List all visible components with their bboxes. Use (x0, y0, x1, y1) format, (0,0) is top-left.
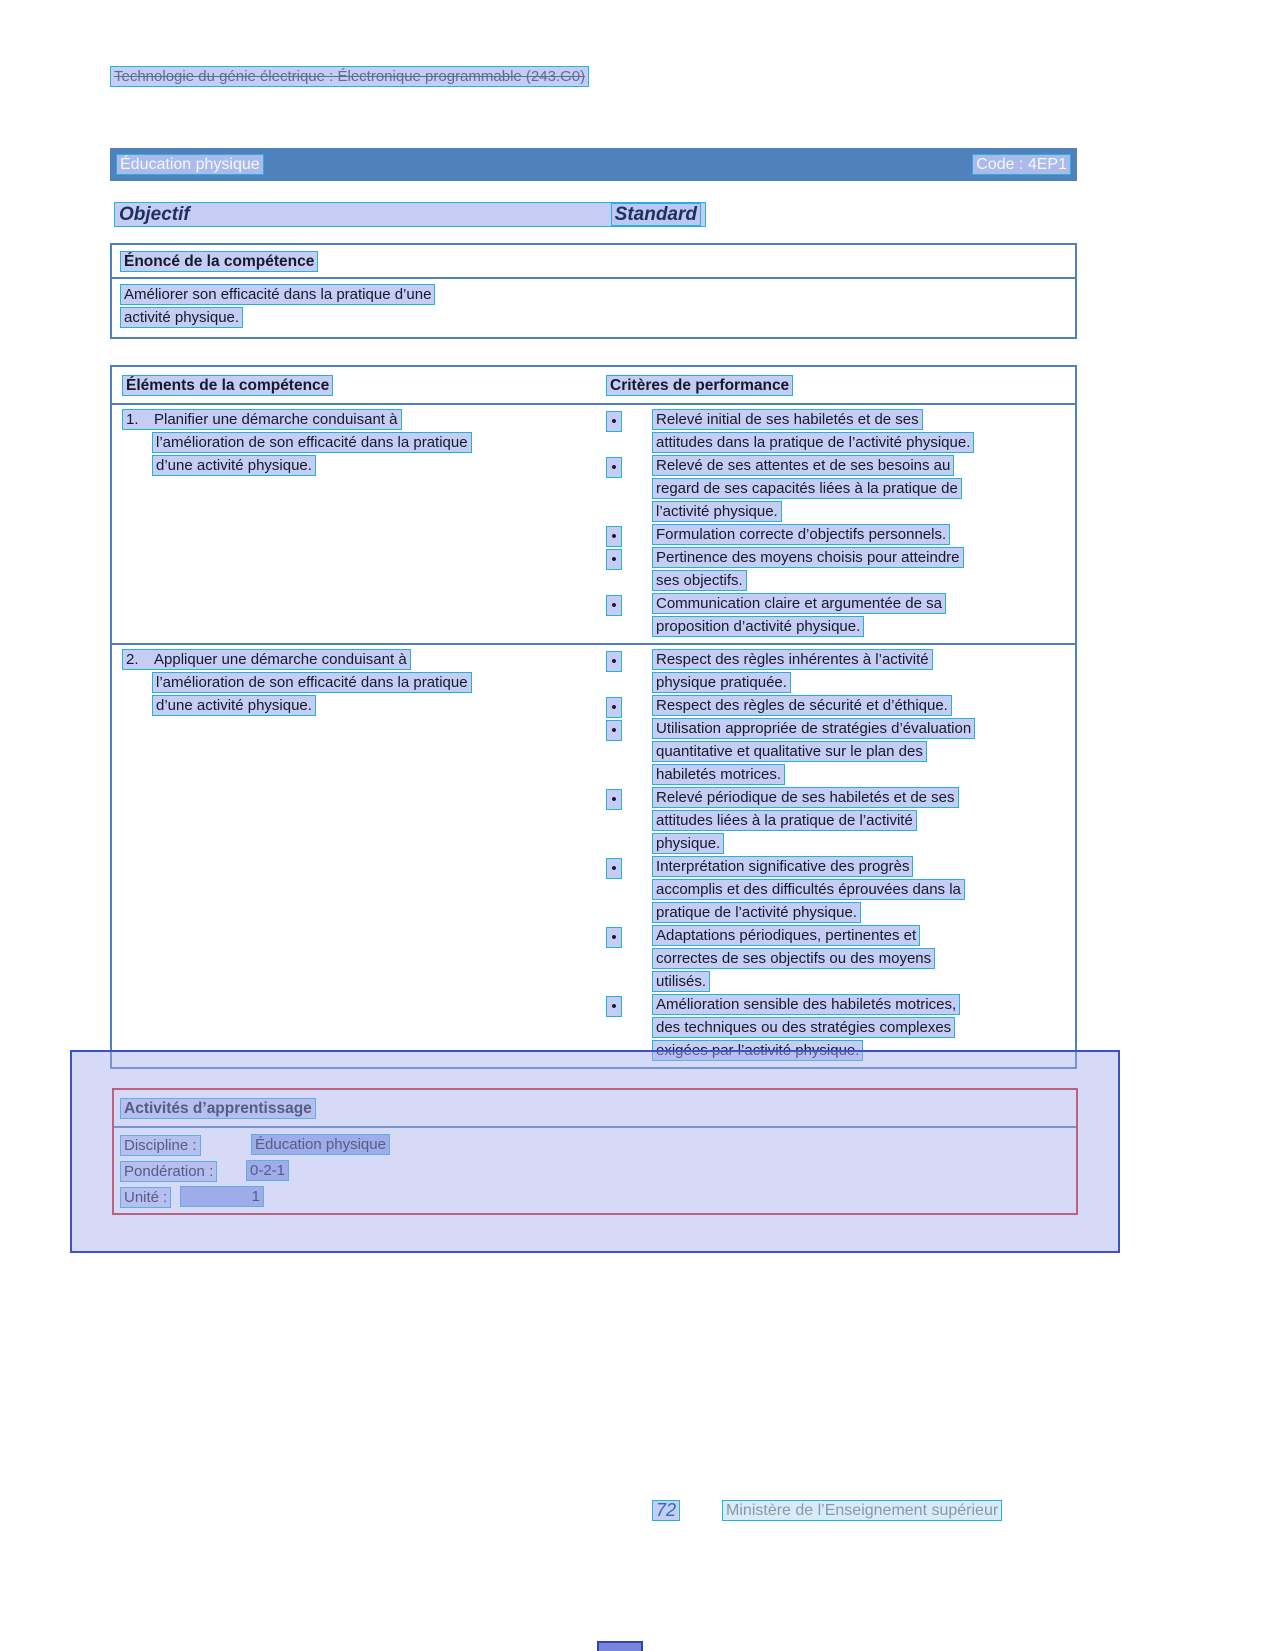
competence-statement-body (112, 279, 1075, 337)
criterion-line: Relevé de ses attentes et de ses besoins au (652, 455, 954, 476)
element-cell (112, 645, 592, 1067)
bullet-icon: • (606, 595, 622, 616)
criterion-line: correctes de ses objectifs ou des moyens (652, 948, 935, 969)
criterion-line: quantitative et qualitative sur le plan des (652, 741, 927, 762)
criteria-cell (592, 645, 1075, 1067)
ponderation-label: Pondération : (120, 1161, 217, 1182)
bullet-icon: • (606, 789, 622, 810)
criterion-item (606, 787, 1069, 856)
competence-statement-header (112, 245, 1075, 279)
criteria-cell (592, 405, 1075, 643)
element-number: 1. (126, 411, 139, 428)
activities-row-ponderation (120, 1158, 1076, 1184)
criterion-item (606, 994, 1069, 1063)
col2-header: Critères de performance (606, 375, 793, 396)
bullet-icon: • (606, 858, 622, 879)
criterion-line: utilisés. (652, 971, 710, 992)
criterion-line: l’activité physique. (652, 501, 782, 522)
element-text: Appliquer une démarche conduisant à (154, 651, 407, 668)
bullet-icon: • (606, 720, 622, 741)
table-row (112, 643, 1075, 1067)
criterion-line: Amélioration sensible des habiletés motrices, (652, 994, 960, 1015)
element-line: l’amélioration de son efficacité dans la pratique (152, 432, 472, 453)
criterion-item (606, 649, 1069, 695)
element-number: 2. (126, 651, 139, 668)
bullet-icon: • (606, 549, 622, 570)
running-header (110, 66, 589, 87)
bullet-icon: • (606, 697, 622, 718)
competence-statement-box (110, 243, 1077, 339)
criterion-line: Interprétation significative des progrès (652, 856, 913, 877)
page-footer (652, 1500, 1002, 1521)
element-line (122, 409, 402, 430)
criterion-line: physique. (652, 833, 724, 854)
criterion-line: regard de ses capacités liées à la pratique de (652, 478, 962, 499)
criterion-line: exigées par l’activité physique. (652, 1040, 863, 1061)
element-text: Planifier une démarche conduisant à (154, 411, 398, 428)
criterion-line: pratique de l’activité physique. (652, 902, 861, 923)
criterion-line: Respect des règles de sécurité et d’éthique. (652, 695, 952, 716)
banner-code: Code : 4EP1 (972, 154, 1071, 175)
criterion-line: Relevé périodique de ses habiletés et de ses (652, 787, 959, 808)
running-header-text: Technologie du génie électrique : Électronique programmable (243.G0) (110, 66, 589, 87)
bullet-icon: • (606, 526, 622, 547)
element-cell (112, 405, 592, 643)
criterion-line: Adaptations périodiques, pertinentes et (652, 925, 920, 946)
element-line: d’une activité physique. (152, 695, 316, 716)
statement-line: activité physique. (120, 307, 243, 328)
objectif-heading: Objectif (119, 204, 190, 225)
bullet-icon: • (606, 927, 622, 948)
table-header-row (112, 367, 1075, 405)
bottom-partial-highlight (597, 1641, 643, 1651)
bullet-icon: • (606, 457, 622, 478)
criterion-item (606, 593, 1069, 639)
criterion-item (606, 455, 1069, 524)
element-line: d’une activité physique. (152, 455, 316, 476)
page-number: 72 (652, 1500, 680, 1521)
activities-header (114, 1090, 1076, 1128)
activities-row-unite (120, 1184, 1076, 1210)
element-line: l’amélioration de son efficacité dans la pratique (152, 672, 472, 693)
criterion-line: Communication claire et argumentée de sa (652, 593, 946, 614)
table-row (112, 405, 1075, 643)
criterion-line: Relevé initial de ses habiletés et de ses (652, 409, 923, 430)
ponderation-value: 0-2-1 (246, 1160, 289, 1181)
criterion-item (606, 524, 1069, 547)
activities-row-discipline (120, 1132, 1076, 1158)
col1-header: Éléments de la compétence (122, 375, 333, 396)
criterion-item (606, 856, 1069, 925)
bullet-icon: • (606, 411, 622, 432)
ministry-text: Ministère de l’Enseignement supérieur (722, 1500, 1002, 1521)
section-banner (110, 148, 1077, 181)
standard-heading: Standard (611, 203, 701, 226)
criterion-line: physique pratiquée. (652, 672, 791, 693)
criterion-line: Formulation correcte d’objectifs personnels. (652, 524, 950, 545)
criterion-line: proposition d’activité physique. (652, 616, 864, 637)
criterion-item (606, 718, 1069, 787)
activities-title: Activités d’apprentissage (120, 1098, 316, 1119)
criterion-line: Respect des règles inhérentes à l’activité (652, 649, 933, 670)
discipline-label: Discipline : (120, 1135, 201, 1156)
element-line (122, 649, 411, 670)
competence-table (110, 365, 1077, 1069)
criterion-line: Utilisation appropriée de stratégies d’évaluation (652, 718, 975, 739)
activities-box (112, 1088, 1078, 1215)
criterion-line: attitudes liées à la pratique de l’activité (652, 810, 917, 831)
criterion-item (606, 925, 1069, 994)
discipline-value: Éducation physique (251, 1134, 390, 1155)
bullet-icon: • (606, 996, 622, 1017)
criterion-item (606, 409, 1069, 455)
criterion-line: accomplis et des difficultés éprouvées dans la (652, 879, 965, 900)
criterion-item (606, 695, 1069, 718)
criterion-line: habiletés motrices. (652, 764, 785, 785)
headings-strip (114, 202, 706, 227)
unite-value: 1 (180, 1186, 264, 1207)
banner-title: Éducation physique (116, 154, 264, 175)
criterion-line: ses objectifs. (652, 570, 747, 591)
competence-statement-title: Énoncé de la compétence (120, 251, 318, 272)
criterion-line: attitudes dans la pratique de l’activité physique. (652, 432, 974, 453)
bullet-icon: • (606, 651, 622, 672)
statement-line: Améliorer son efficacité dans la pratique d’une (120, 284, 435, 305)
criterion-line: Pertinence des moyens choisis pour atteindre (652, 547, 964, 568)
criterion-line: des techniques ou des stratégies complexes (652, 1017, 955, 1038)
unite-label: Unité : (120, 1187, 171, 1208)
criterion-item (606, 547, 1069, 593)
activities-rows (114, 1128, 1076, 1210)
